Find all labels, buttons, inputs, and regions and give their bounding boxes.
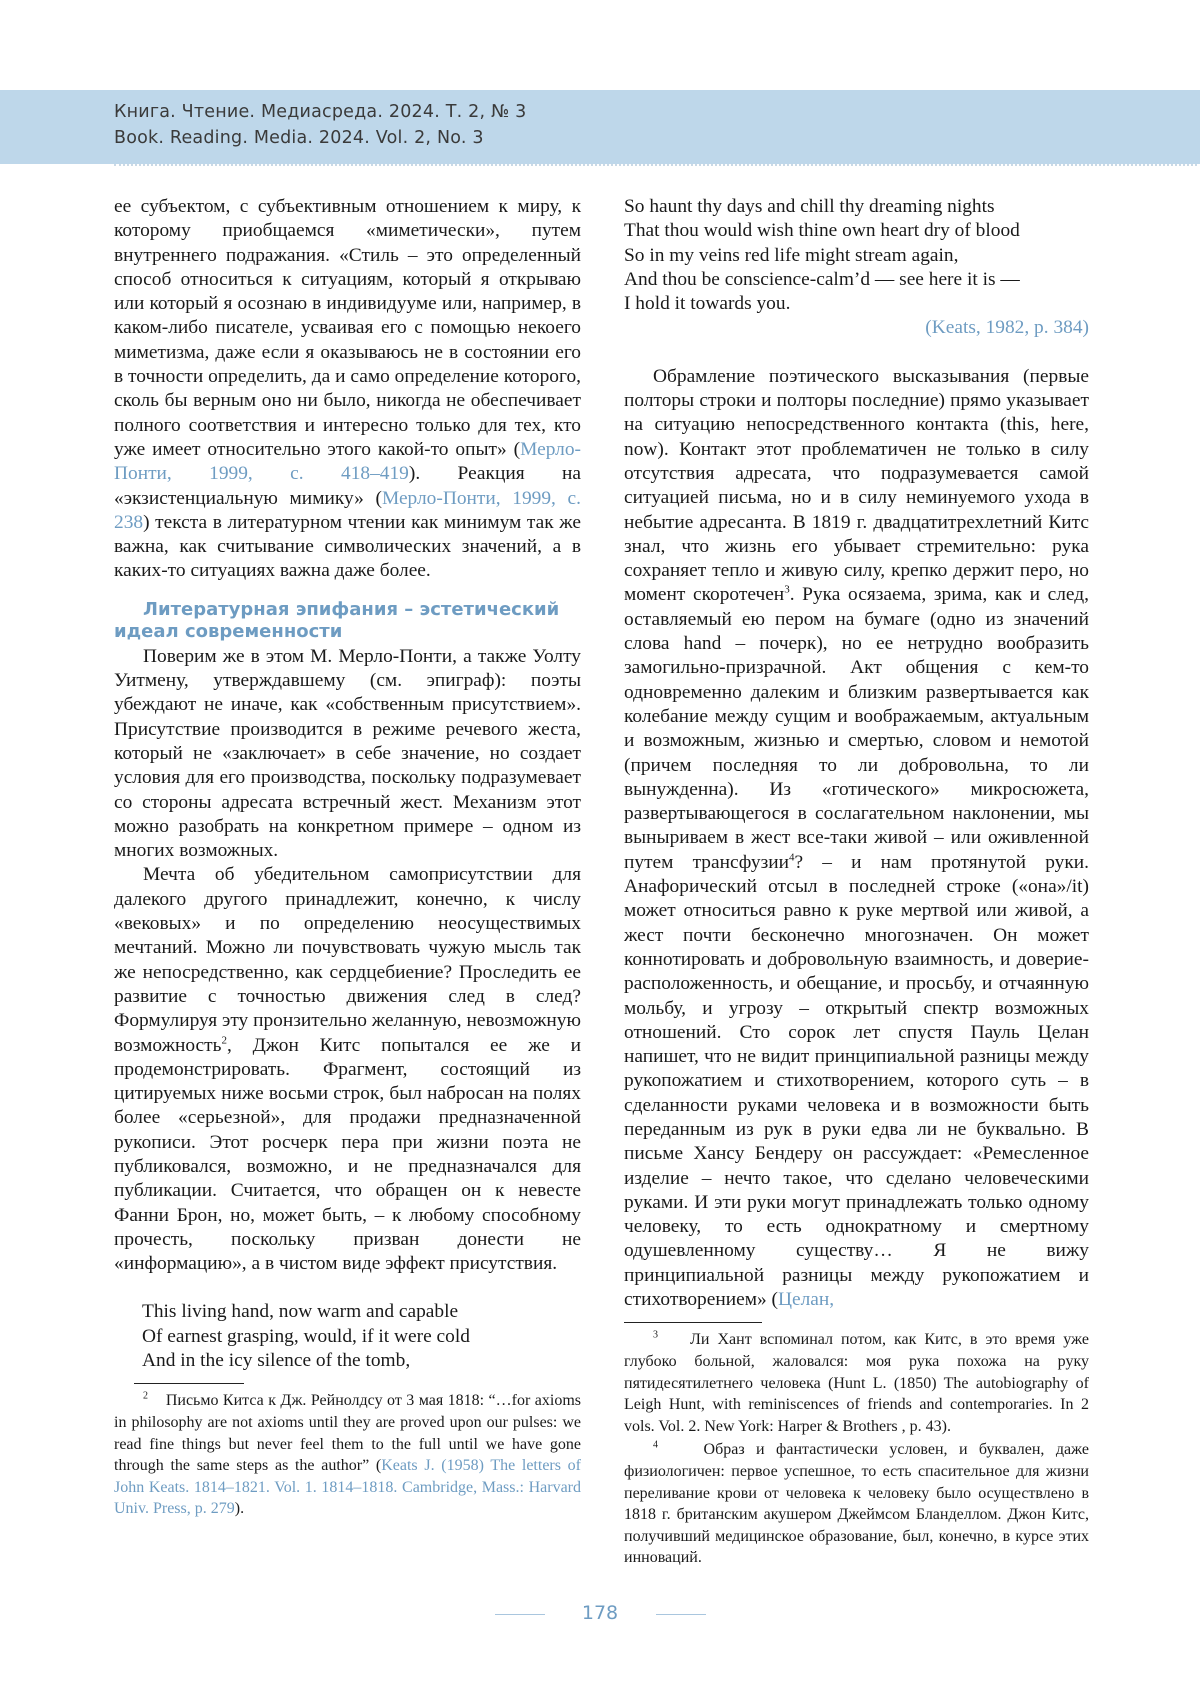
poem-excerpt <box>624 195 1089 316</box>
poem-line: That thou would wish thine own heart dry of blood <box>624 219 1089 243</box>
poem-line: So haunt thy days and chill thy dreaming nights <box>624 195 1089 219</box>
footer-rule <box>656 1614 706 1615</box>
left-column <box>114 195 581 1520</box>
citation-link[interactable]: Мерло-Понти, 1999, с. 418–419 <box>114 439 581 484</box>
footnote-ref[interactable]: 4 <box>789 851 795 863</box>
page-number: 178 <box>560 1602 640 1624</box>
paragraph: Мечта об убедительном самоприсутствии для далекого другого принадлежит, конечно, к числу «вековых» и по определению неосуществимых мечтаний. Можно ли почувствовать чужую мысль так же непосредственно, как сердцебиение? Проследить ее развитие с точностью движения след в след? Формулируя эту пронзительно желанную, невозможную возможность2, Джон Китс попытался ее же и продемонстрировать. Фрагмент, состоящий из цитируемых ниже восьми строк, был набросан на полях более «серьезной», для продажи предназначенной рукописи. Этот росчерк пера при жизни поэта не публиковался, возможно, и не предназначался для публикации. Считается, что обращен он к невесте Фанни Брон, но, может быть, – к любому способному прочесть, поскольку призван донести не «информацию», а в чистом виде эффект присутствия. <box>114 863 581 1276</box>
journal-header <box>0 90 1200 164</box>
footer-rule <box>495 1614 545 1615</box>
page-footer <box>0 1600 1200 1630</box>
poem-excerpt <box>114 1300 581 1373</box>
citation-link[interactable]: Целан, <box>778 1289 834 1310</box>
poem-line: Of earnest grasping, would, if it were cold <box>142 1325 581 1349</box>
footnote-separator <box>134 1383 244 1384</box>
poem-line: And thou be conscience-calm’d — see here it is — <box>624 268 1089 292</box>
footnote-separator <box>624 1322 762 1323</box>
paragraph: ее субъектом, с субъективным отношением к миру, к которому приобщаемся «миметически», путем внутреннего подражания. «Стиль – это определенный способ относиться к ситуациям, который я открываю или который я осознаю в индивидууме или, например, в каком-либо писателе, усваивая его с помощью некоего миметизма, даже если я оказываюсь не в состоянии его в точности определить, да и само определение которого, сколь бы верным оно ни было, никогда не обеспечивает полного соответствия и интересно только для тех, кто уже имеет относительно этого какой-то опыт» (Мерло-Понти, 1999, с. 418–419). Реакция на «экзистенциальную мимику» (Мерло-Понти, 1999, с. 238) текста в литературном чтении как минимум так же важна, как считывание символических значений, а в каких-то ситуациях важна даже более. <box>114 195 581 584</box>
footnote: 3 Ли Хант вспоминал потом, как Китс, в это время уже глубоко больной, жаловался: моя рука похожа на руку пятидесятилетнего человека (Hunt L. (1850) The autobiography of Leigh Hunt, with reminiscences of friends and contemporaries. In 2 vols. Vol. 2. New York: Harper & Brothers , p. 43). <box>624 1329 1089 1437</box>
poem-line: And in the icy silence of the tomb, <box>142 1349 581 1373</box>
citation-link[interactable]: Keats J. (1958) The letters of John Keats. 1814–1821. Vol. 1. 1814–1818. Cambridge, Mass.: Harvard Univ. Press, p. 279 <box>114 1457 581 1517</box>
paragraph: Поверим же в этом М. Мерло-Понти, а также Уолту Уитмену, утверждавшему (см. эпиграф): поэты убеждают не иначе, как «собственным присутствием». Присутствие производится в режиме речевого жеста, который не «заключает» в себе значение, но создает условия для его производства, поскольку подразумевает со стороны адресата встречный жест. Механизм этот можно разобрать на конкретном примере – одном из многих возможных. <box>114 645 581 864</box>
journal-title-ru: Книга. Чтение. Медиасреда. 2024. Т. 2, № 3 <box>114 102 527 122</box>
right-column <box>624 195 1089 1569</box>
poem-line: So in my veins red life might stream again, <box>624 244 1089 268</box>
citation-link[interactable]: Мерло-Понти, 1999, с. 238 <box>114 488 581 533</box>
poem-line: I hold it towards you. <box>624 292 1089 316</box>
footnote: 2 Письмо Китса к Дж. Рейнолдсу от 3 мая 1818: “…for axioms in philosophy are not axioms until they are proved upon our pulses: we read fine things but never feel them to the full until we have gone through the same steps as the author” (Keats J. (1958) The letters of John Keats. 1814–1821. Vol. 1. 1814–1818. Cambridge, Mass.: Harvard Univ. Press, p. 279). <box>114 1390 581 1520</box>
header-divider <box>114 164 1197 168</box>
footnote-ref[interactable]: 3 <box>784 584 790 596</box>
paragraph: Обрамление поэтического высказывания (первые полторы строки и полторы последние) прямо указывает на ситуацию непосредственного контакта (this, here, now). Контакт этот проблематичен не только в силу отсутствия адресата, что подразумевается самой ситуацией письма, но и в силу неминуемого ухода в небытие адресанта. В 1819 г. двадцатитрехлетний Китс знал, что жизнь его убывает стремительно: рука сохраняет тепло и живую силу, крепко держит перо, но момент скоротечен3. Рука осязаема, зрима, как и след, оставляемый ею пером на бумаге (одно из значений слова hand – почерк), но ее нетрудно вообразить замогильно-призрачной. Акт общения с кем-то одновременно далеким и близким развертывается как колебание между сущим и воображаемым, актуальным и возможным, жизнью и смертью, словом и немотой (причем последняя то ли добровольна, то ли вынужденна). Из «готического» микросюжета, развертывающегося в сослагательном наклонении, мы выныриваем в жест все-таки живой – или оживленной путем трансфузии4? – и нам протянутой руки. Анафорический отсыл в последней строке («она»/it) может относиться равно к руке мертвой или живой, а жест почти бесконечно многозначен. Он может коннотировать и добровольную взаимность, и доверие-расположенность, и обещание, и просьбу, и отчаянную мольбу, и угрозу – открытый спектр возможных отношений. Сто сорок лет спустя Пауль Целан напишет, что не видит принципиальной разницы между рукопожатием и стихотворением, которого суть – в сделанности руками человека и в возможности быть переданным из рук в руки едва ли не буквально. В письме Хансу Бендеру он рассуждает: «Ремесленное изделие – нечто такое, что сделано человеческими руками. И эти руки могут принадлежать только одному человеку, то есть однократному и смертному одушевленному существу… Я не вижу принципиальной разницы между рукопожатием и стихотворением» (Целан, <box>624 365 1089 1313</box>
journal-title-en: Book. Reading. Media. 2024. Vol. 2, No. 3 <box>114 128 484 148</box>
footnote-ref[interactable]: 2 <box>221 1034 227 1046</box>
poem-line: This living hand, now warm and capable <box>142 1300 581 1324</box>
footnote: 4 Образ и фантастически условен, и буквален, даже физиологичен: первое успешное, то есть спасительное для жизни переливание крови от человека к человеку было осуществлено в 1818 г. британским акушером Джеймсом Бланделлом. Джон Китс, получивший медицинское образование, был, конечно, в курсе этих инноваций. <box>624 1439 1089 1569</box>
poem-citation[interactable]: (Keats, 1982, p. 384) <box>624 316 1089 340</box>
section-heading: Литературная эпифания – эстетический идеал современности <box>114 599 581 643</box>
